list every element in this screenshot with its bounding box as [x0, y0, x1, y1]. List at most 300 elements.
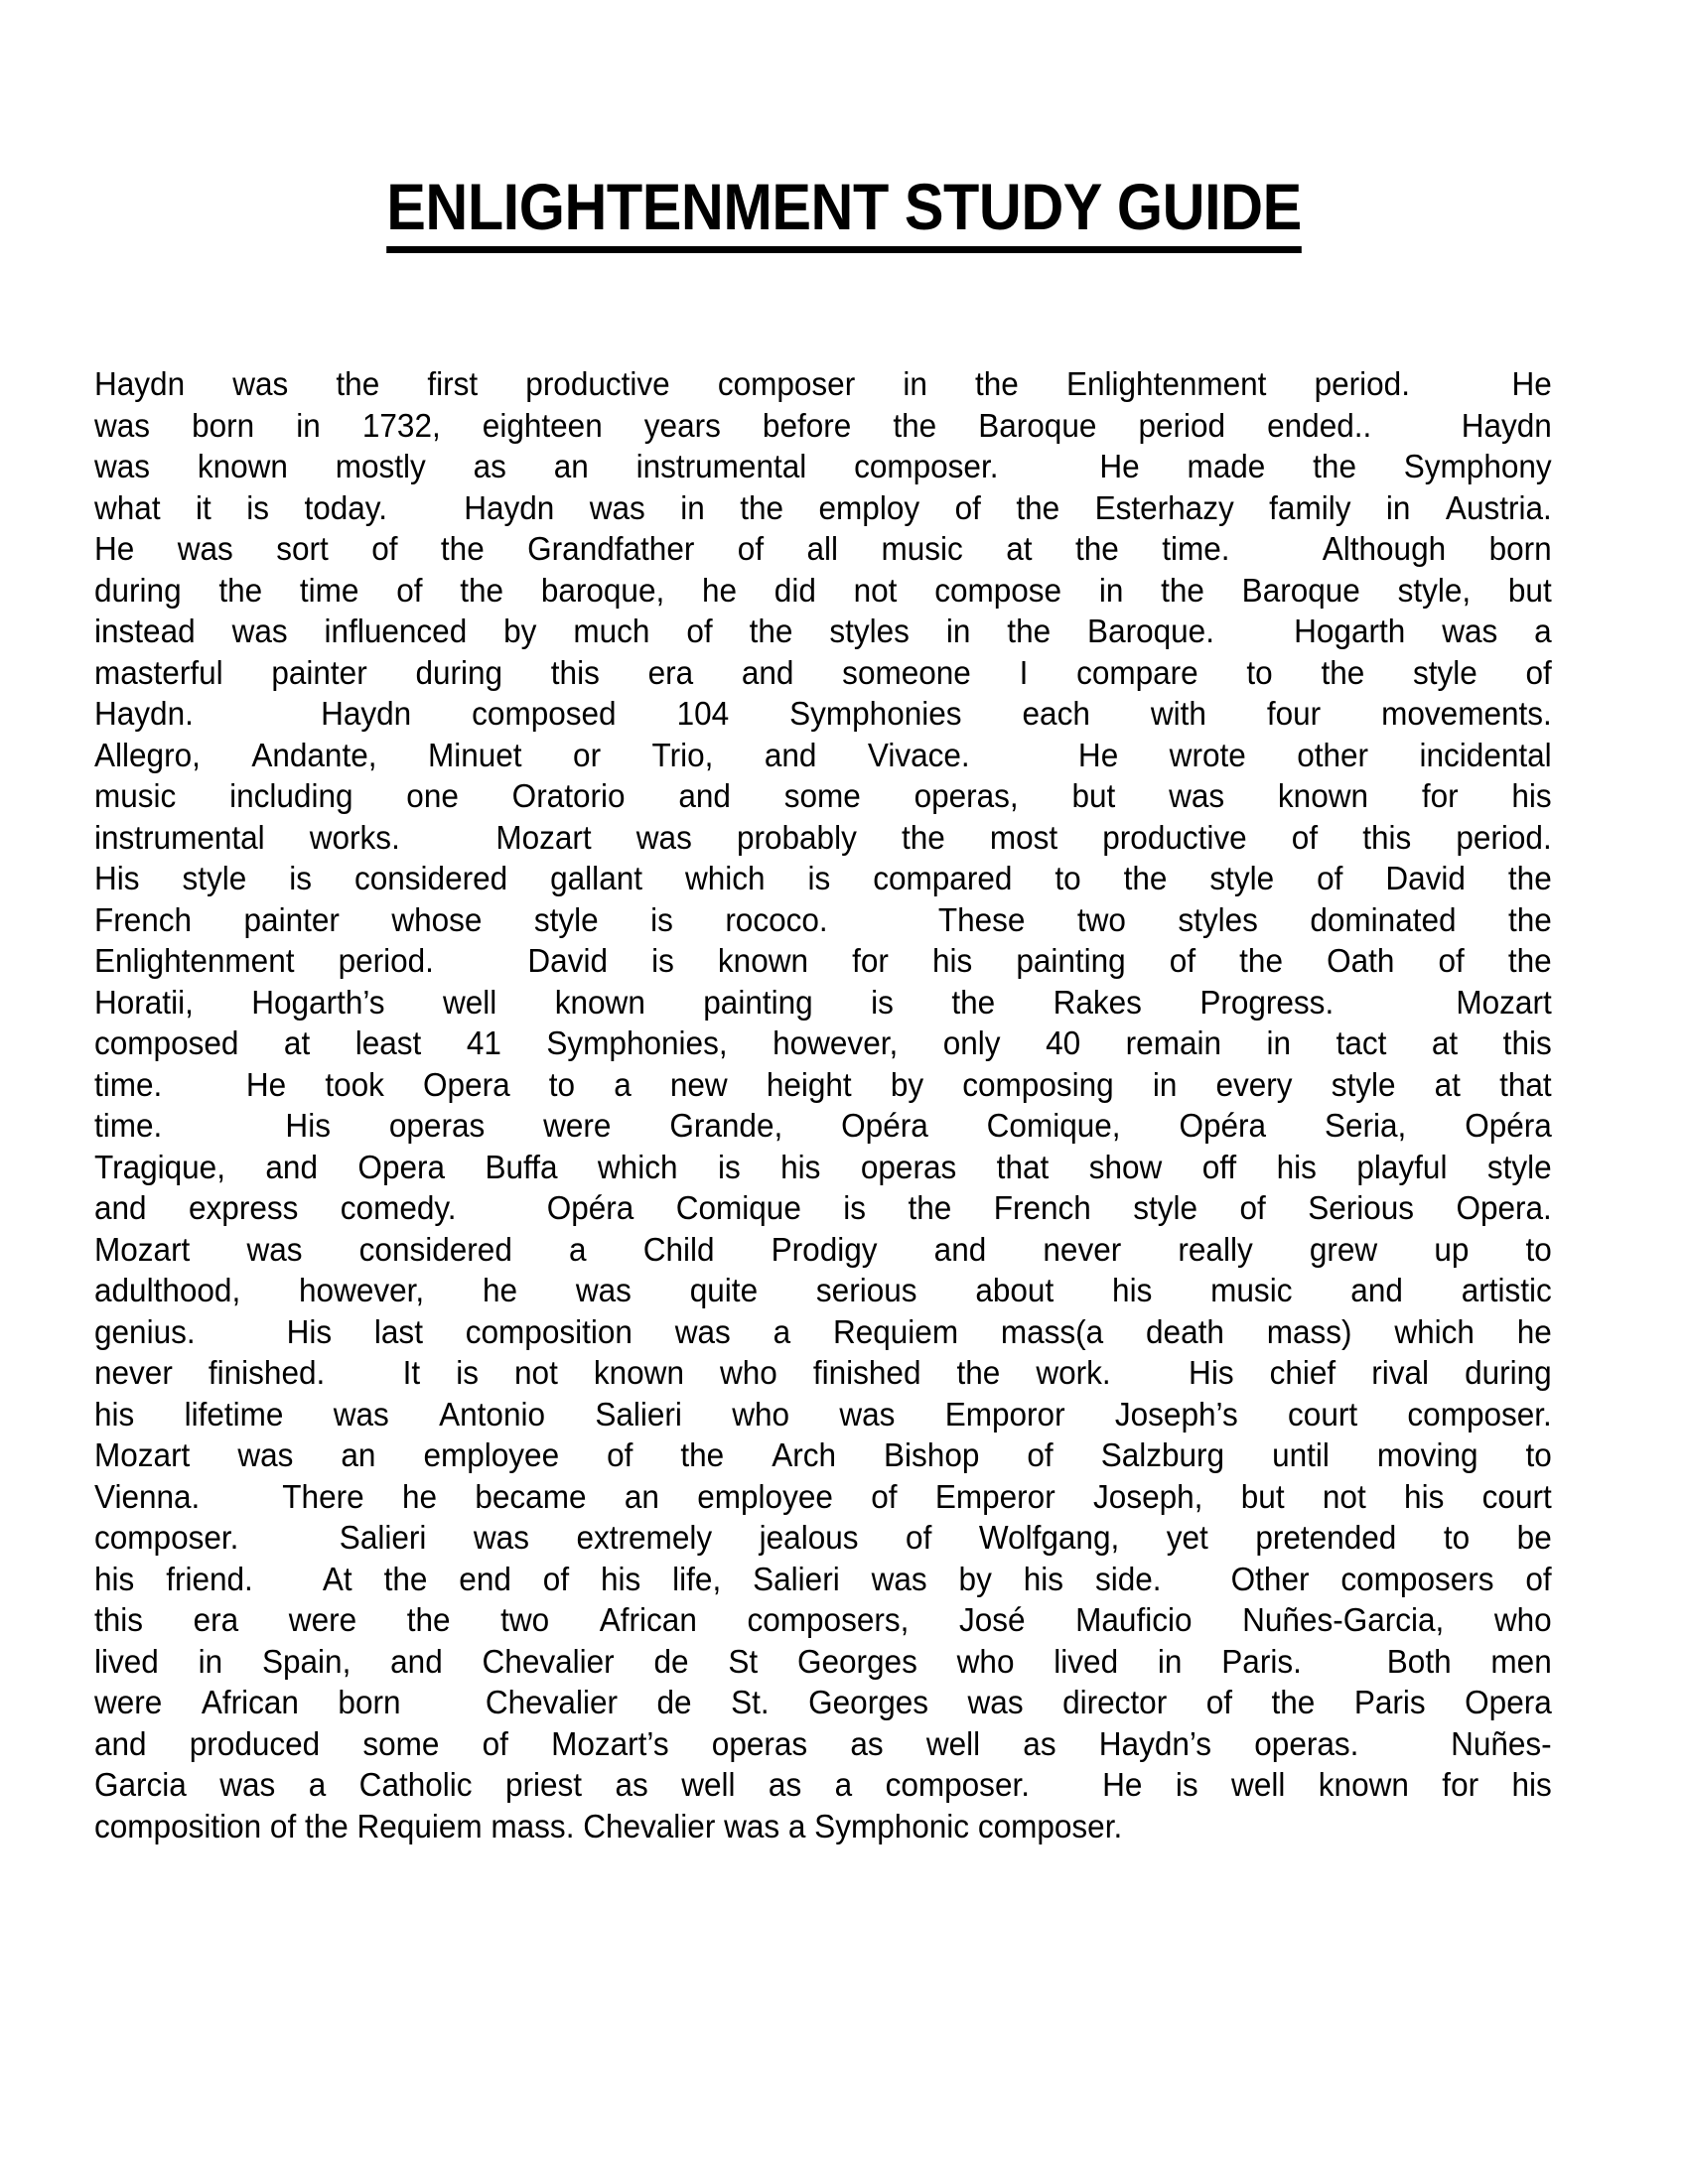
body-word: Paris.	[1221, 1642, 1302, 1680]
body-word: employee	[697, 1477, 833, 1515]
body-line	[94, 528, 1552, 570]
body-word: of	[1027, 1436, 1054, 1473]
body-word: Catholic	[358, 1766, 473, 1803]
body-word: period.	[338, 942, 434, 979]
body-word: was	[177, 530, 233, 567]
body-word: Salzburg	[1100, 1436, 1225, 1473]
body-word: as	[473, 448, 506, 484]
body-word: the	[680, 1436, 725, 1473]
body-word: up	[1434, 1230, 1470, 1268]
body-word: is	[807, 860, 831, 896]
body-word: productive	[1102, 818, 1247, 856]
body-line	[94, 1270, 1552, 1311]
body-word: composer.	[854, 448, 999, 484]
body-word: styles	[829, 613, 910, 649]
body-word: rival	[1371, 1354, 1430, 1391]
body-word: by	[503, 613, 537, 649]
body-word: at	[1006, 530, 1033, 567]
body-word: was	[219, 1766, 276, 1803]
body-word: He	[1077, 736, 1119, 773]
body-word: Salieri	[339, 1519, 427, 1556]
body-word: Prodigy	[771, 1230, 878, 1268]
body-word: who	[956, 1642, 1015, 1680]
body-word: director	[1062, 1684, 1168, 1720]
body-word: never	[1043, 1230, 1122, 1268]
body-word: baroque,	[540, 571, 665, 609]
body-word: as	[615, 1766, 648, 1803]
body-word: at	[1431, 1024, 1459, 1061]
body-word: Haydn	[321, 695, 412, 732]
body-line	[94, 858, 1552, 899]
body-line	[94, 1187, 1552, 1229]
body-word: dominated	[1310, 900, 1457, 938]
body-word: he	[401, 1477, 438, 1515]
body-line: composition of the Requiem mass. Chevalier was a Symphonic composer.	[94, 1807, 1123, 1844]
body-word: of	[1205, 1684, 1232, 1720]
body-word: Chevalier	[482, 1642, 615, 1680]
body-word: Baroque	[978, 406, 1097, 444]
body-line	[94, 1229, 1552, 1271]
body-word: life,	[672, 1560, 722, 1597]
body-word: Opera	[423, 1065, 510, 1103]
body-word: There	[282, 1477, 364, 1515]
body-word: an	[624, 1477, 659, 1515]
body-word: known	[554, 983, 645, 1021]
body-word: to	[1525, 1230, 1552, 1268]
body-word: end	[459, 1560, 511, 1597]
body-word: in	[1098, 571, 1124, 609]
body-word: the	[740, 488, 784, 526]
body-word: composer.	[94, 1519, 239, 1556]
body-word: four	[1266, 695, 1322, 732]
body-word: Haydn	[1461, 406, 1552, 444]
body-word: in	[903, 365, 927, 402]
body-word: became	[475, 1477, 587, 1515]
body-word: court	[1481, 1477, 1552, 1515]
body-word: mass)	[1266, 1312, 1352, 1350]
body-word: off	[1201, 1148, 1237, 1185]
body-word: well	[681, 1766, 736, 1803]
body-word: a	[569, 1230, 587, 1268]
body-word: a	[834, 1766, 853, 1803]
body-word: the	[908, 1189, 952, 1226]
body-word: African	[599, 1601, 697, 1638]
body-word: Opéra	[841, 1107, 928, 1144]
body-word: much	[573, 613, 650, 649]
body-word: known	[717, 942, 809, 979]
body-word	[1147, 1352, 1153, 1394]
body-word: known	[1277, 777, 1369, 814]
body-word: today.	[304, 488, 387, 526]
body-word: the	[1313, 448, 1356, 484]
body-word: the	[406, 1601, 451, 1638]
body-word: his	[1276, 1148, 1317, 1185]
body-word: Joseph,	[1093, 1477, 1203, 1515]
body-word: court	[1288, 1395, 1358, 1433]
body-word: his	[600, 1560, 641, 1597]
body-word	[254, 693, 260, 735]
body-word: Opéra	[1179, 1107, 1267, 1144]
body-word: I	[1019, 653, 1029, 691]
body-word: other	[1297, 736, 1369, 773]
body-word: operas	[711, 1724, 808, 1762]
body-word: the	[1507, 900, 1552, 938]
body-word: were	[543, 1107, 612, 1144]
body-line	[94, 1517, 1552, 1559]
body-line	[94, 405, 1552, 447]
body-word: the	[1007, 613, 1052, 649]
body-word: employee	[423, 1436, 560, 1473]
body-line	[94, 1764, 1552, 1806]
body-word: whose	[391, 900, 483, 938]
body-word: Hogarth	[1294, 613, 1406, 649]
body-word: his	[780, 1148, 821, 1185]
body-line	[94, 487, 1552, 529]
body-word: who	[720, 1354, 777, 1391]
body-word: most	[989, 818, 1058, 856]
body-word: Paris	[1353, 1684, 1426, 1720]
body-word: to	[1443, 1519, 1471, 1556]
body-word: Haydn	[464, 488, 555, 526]
body-word: finished.	[208, 1354, 326, 1391]
body-word: Both	[1386, 1642, 1452, 1680]
body-word: He	[1102, 1766, 1143, 1803]
body-word: employ	[818, 488, 920, 526]
body-word: his	[1023, 1560, 1064, 1597]
body-word: composers	[1340, 1560, 1494, 1597]
body-line	[94, 1599, 1552, 1641]
body-word: the	[1507, 942, 1552, 979]
body-word: least	[354, 1024, 422, 1061]
body-word: that	[1499, 1065, 1552, 1103]
body-word: Baroque.	[1087, 613, 1214, 649]
body-word: this	[1362, 818, 1412, 856]
body-word: who	[1493, 1601, 1552, 1638]
body-word: era	[647, 653, 694, 691]
body-word: is	[717, 1148, 741, 1185]
body-word: was	[589, 488, 645, 526]
body-word: Opera	[357, 1148, 446, 1185]
body-word: Opera	[1465, 1684, 1552, 1720]
body-word: Austria.	[1445, 488, 1552, 526]
body-word: gallant	[550, 860, 643, 896]
body-word: mass(a	[1000, 1312, 1104, 1350]
body-word	[1392, 982, 1398, 1024]
body-word: painter	[243, 900, 340, 938]
body-word: some	[362, 1724, 440, 1762]
body-word: Salieri	[595, 1395, 682, 1433]
body-word: but	[1507, 571, 1552, 609]
body-word: Symphonies,	[546, 1024, 728, 1061]
body-text-block	[94, 363, 1552, 1846]
body-word: about	[975, 1272, 1055, 1308]
body-word: de	[656, 1684, 692, 1720]
body-word: operas	[388, 1107, 486, 1144]
body-word: instead	[94, 613, 196, 649]
body-word: and	[1350, 1272, 1403, 1308]
body-word	[1021, 735, 1027, 776]
body-word: music	[881, 530, 963, 567]
body-word: comedy.	[340, 1189, 457, 1226]
body-word: Garcia	[94, 1766, 187, 1803]
body-word	[1402, 1723, 1408, 1765]
body-word: wrote	[1169, 736, 1246, 773]
body-word: born	[1488, 530, 1552, 567]
body-word: was	[1169, 777, 1225, 814]
body-word: remain	[1125, 1024, 1222, 1061]
body-word: known	[197, 448, 288, 484]
body-word: which	[684, 860, 766, 896]
body-word: French	[94, 900, 193, 938]
body-line	[94, 611, 1552, 652]
body-word: the	[1271, 1684, 1316, 1720]
body-line	[94, 1641, 1552, 1683]
body-word: Arch	[772, 1436, 837, 1473]
body-word	[1413, 405, 1419, 447]
body-word: At	[322, 1560, 352, 1597]
body-word: two	[500, 1601, 550, 1638]
body-word: of	[906, 1519, 932, 1556]
body-word: not	[1322, 1477, 1366, 1515]
body-word: he	[482, 1272, 518, 1308]
body-word: instrumental	[94, 818, 265, 856]
body-word	[201, 1064, 207, 1106]
body-word: the	[901, 818, 945, 856]
body-word: composition	[465, 1312, 633, 1350]
body-word	[1341, 1641, 1347, 1683]
body-word: music	[1210, 1272, 1293, 1308]
body-word: for	[1442, 1766, 1479, 1803]
body-word: incidental	[1419, 736, 1552, 773]
body-word: Mozart	[1456, 983, 1552, 1021]
body-word: time.	[94, 1065, 163, 1103]
body-line	[94, 446, 1552, 487]
body-word: by	[958, 1560, 992, 1597]
body-word: composer	[717, 365, 856, 402]
body-word: masterful	[94, 653, 223, 691]
body-word: be	[1516, 1519, 1552, 1556]
body-word: in	[945, 613, 971, 649]
body-word: one	[406, 777, 459, 814]
body-word: operas,	[914, 777, 1019, 814]
body-word: the	[336, 365, 380, 402]
body-word: but	[1071, 777, 1116, 814]
body-word: style	[1331, 1065, 1396, 1103]
body-word: his	[1511, 777, 1552, 814]
body-word: Seria,	[1324, 1107, 1407, 1144]
body-line	[94, 982, 1552, 1024]
body-word	[1458, 363, 1464, 405]
body-word: was	[237, 1436, 294, 1473]
body-word: style	[182, 860, 247, 896]
body-word: the	[975, 365, 1019, 402]
body-word: playful	[1356, 1148, 1448, 1185]
body-word: but	[1240, 1477, 1285, 1515]
body-word: composer.	[1407, 1395, 1552, 1433]
body-word: that	[996, 1148, 1050, 1185]
body-word: His	[94, 860, 140, 896]
body-word: in	[296, 406, 321, 444]
title-block	[0, 127, 1688, 297]
body-word: the	[460, 571, 504, 609]
body-word: well	[443, 983, 497, 1021]
body-word: Trio,	[651, 736, 714, 773]
body-word: African	[201, 1684, 299, 1720]
body-word: period.	[1314, 365, 1410, 402]
body-word: however,	[299, 1272, 425, 1308]
body-word: time	[299, 571, 359, 609]
body-word: the	[1321, 653, 1365, 691]
body-word: Nuñes-	[1451, 1724, 1552, 1762]
body-word: Progress.	[1199, 983, 1335, 1021]
body-word: the	[893, 406, 937, 444]
body-word: His	[1189, 1354, 1234, 1391]
body-word: only	[942, 1024, 1001, 1061]
body-word: was	[231, 613, 288, 649]
body-word: yet	[1166, 1519, 1208, 1556]
body-word: for	[852, 942, 889, 979]
body-word	[285, 1559, 291, 1600]
body-word: the	[951, 983, 996, 1021]
body-word: jealous	[759, 1519, 859, 1556]
body-line	[94, 693, 1552, 735]
body-word: Mozart	[495, 818, 592, 856]
body-word	[238, 1476, 244, 1518]
body-word: Grande,	[669, 1107, 783, 1144]
body-line	[94, 363, 1552, 405]
body-word: his	[1112, 1272, 1153, 1308]
body-word: is	[871, 983, 894, 1021]
body-word: in	[1266, 1024, 1292, 1061]
body-word: serious	[815, 1272, 917, 1308]
body-word: Comique	[675, 1189, 801, 1226]
body-word: he	[701, 571, 738, 609]
body-word: a	[614, 1065, 632, 1103]
body-word: the	[1507, 860, 1552, 896]
body-word: Baroque	[1241, 571, 1360, 609]
body-word	[422, 487, 428, 529]
body-word: style	[1133, 1189, 1198, 1226]
body-word: men	[1490, 1642, 1552, 1680]
body-word: finished	[812, 1354, 921, 1391]
body-word: this	[94, 1601, 144, 1638]
body-word: was	[333, 1395, 389, 1433]
body-word: He	[94, 530, 135, 567]
body-word: Joseph’s	[1114, 1395, 1238, 1433]
body-word: Comique,	[986, 1107, 1121, 1144]
body-word: years	[643, 406, 721, 444]
body-word: French	[993, 1189, 1091, 1226]
body-word: and	[764, 736, 817, 773]
body-word: in	[198, 1642, 223, 1680]
body-word: moving	[1376, 1436, 1478, 1473]
body-line	[94, 1147, 1552, 1188]
body-word: painting	[1016, 942, 1126, 979]
body-word: of	[1291, 818, 1319, 856]
body-word: known	[593, 1354, 684, 1391]
body-word	[237, 1311, 243, 1353]
body-word: including	[229, 777, 353, 814]
body-word: to	[1525, 1436, 1552, 1473]
body-word	[440, 1682, 446, 1723]
body-word: styles	[1178, 900, 1258, 938]
body-word: Allegro,	[94, 736, 201, 773]
body-word: David	[527, 942, 608, 979]
body-word: not	[514, 1354, 558, 1391]
body-word: were	[288, 1601, 357, 1638]
body-word	[1251, 611, 1257, 652]
body-word: as	[1023, 1724, 1056, 1762]
body-word: first	[427, 365, 479, 402]
body-word: known	[1318, 1766, 1409, 1803]
body-word: Antonio	[439, 1395, 546, 1433]
body-word: and	[265, 1148, 318, 1185]
body-word: was	[232, 365, 289, 402]
body-line	[94, 1311, 1552, 1353]
body-word: Requiem	[832, 1312, 959, 1350]
body-word: considered	[358, 1230, 512, 1268]
body-word: was	[473, 1519, 529, 1556]
body-word: of	[1525, 653, 1552, 691]
body-word: well	[925, 1724, 981, 1762]
body-word: was	[871, 1560, 927, 1597]
body-word: friend.	[166, 1560, 253, 1597]
body-word: and	[94, 1189, 147, 1226]
body-word: time.	[94, 1107, 163, 1144]
body-word: of	[1169, 942, 1196, 979]
body-word: painting	[703, 983, 813, 1021]
body-word: Enlightenment	[1065, 365, 1267, 402]
body-word: of	[1239, 1189, 1266, 1226]
body-word: Mozart	[94, 1436, 191, 1473]
body-word: Georges	[796, 1642, 917, 1680]
body-word: was	[1442, 613, 1498, 649]
body-word: the	[956, 1354, 1001, 1391]
body-word: show	[1088, 1148, 1163, 1185]
body-word: adulthood,	[94, 1272, 241, 1308]
body-word: pretended	[1255, 1519, 1397, 1556]
body-word: he	[1516, 1312, 1552, 1350]
body-word: Haydn	[94, 365, 186, 402]
body-line	[94, 1352, 1552, 1394]
body-word: during	[94, 571, 182, 609]
body-word: composers,	[747, 1601, 910, 1638]
body-word: Oratorio	[511, 777, 626, 814]
body-line	[94, 1682, 1552, 1723]
body-word: Andante,	[251, 736, 377, 773]
body-word: to	[548, 1065, 576, 1103]
body-word: instrumental	[635, 448, 807, 484]
body-word: Hogarth’s	[251, 983, 385, 1021]
body-word: did	[774, 571, 816, 609]
body-word: period.	[1456, 818, 1552, 856]
body-word: was	[635, 818, 692, 856]
body-word: lived	[94, 1642, 159, 1680]
body-word: Oath	[1327, 942, 1395, 979]
body-word: never	[94, 1354, 173, 1391]
body-word: the	[383, 1560, 428, 1597]
body-word: chief	[1269, 1354, 1336, 1391]
body-word: compare	[1076, 653, 1198, 691]
body-word: of	[542, 1560, 570, 1597]
body-word: at	[283, 1024, 311, 1061]
body-word: These	[937, 900, 1026, 938]
body-word: style	[1412, 653, 1477, 691]
body-word	[478, 940, 484, 982]
body-word: what	[94, 488, 161, 526]
body-word: in	[1157, 1642, 1183, 1680]
body-line	[94, 1723, 1552, 1765]
